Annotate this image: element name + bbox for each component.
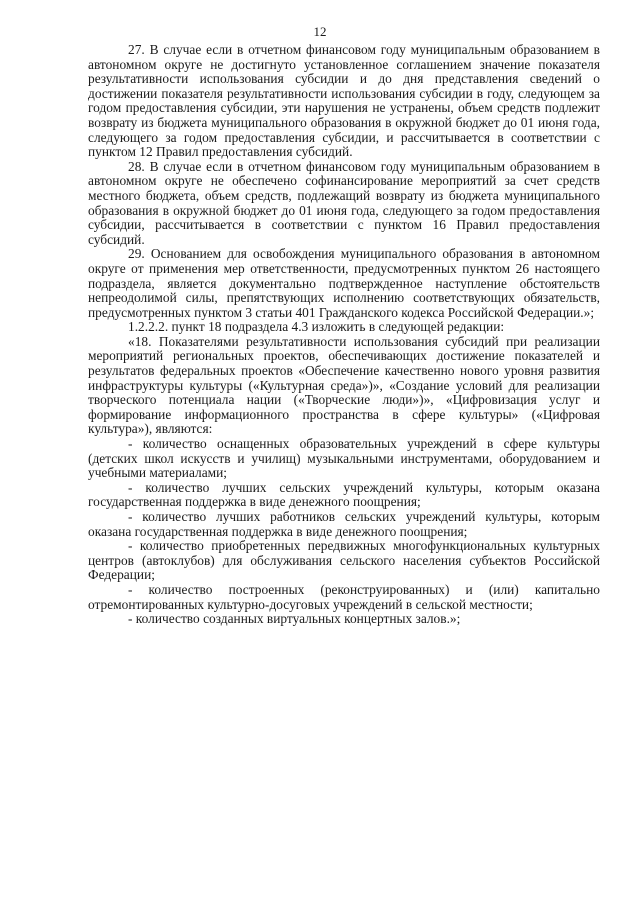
paragraph-27: 27. В случае если в отчетном финансовом году муниципальным образованием в автономном округе не достигнуто установленное соглашением значение показателя результативности использования субсидии и до дня представления сведений о достижении показателя результативности использования субсидии в году, следующем за годом предоставления субсидии, эти нарушения не устранены, объем средств подлежит возврату из бюджета муниципального образования в окружной бюджет до 01 июня года, следующего за годом предоставления субсидии, и рассчитывается в соответствии с пунктом 12 Правил предоставления субсидий. (88, 42, 600, 160)
page-number: 12 (313, 24, 327, 39)
list-item: - количество лучших работников сельских учреждений культуры, которым оказана государственная поддержка в виде денежного поощрения; (88, 509, 600, 539)
paragraph-28: 28. В случае если в отчетном финансовом году муниципальным образованием в автономном округе не обеспечено софинансирование мероприятий за счет средств местного бюджета, объем средств, подлежащий возврату из бюджета муниципального образования в окружной бюджет до 01 июня года, следующего за годом предоставления субсидии, рассчитывается в соответствии с пунктом 16 Правил предоставления субсидий. (88, 158, 600, 247)
list-item: - количество приобретенных передвижных многофункциональных культурных центров (автоклубов) для обслуживания сельского населения субъектов Российской Федерации; (88, 538, 600, 583)
list-item: - количество построенных (реконструированных) и (или) капитально отремонтированных культурно-досуговых учреждений в сельской местности; (88, 581, 600, 612)
paragraph-18: «18. Показателями результативности использования субсидий при реализации мероприятий региональных проектов, обеспечивающих достижение показателей и результатов федеральных проектов «Обеспечение качественно нового уровня развития инфраструктуры культуры («Культурная среда»)», «Создание условий для реализации творческого потенциала нации («Творческие люди»)», «Цифровизация услуг и формирование информационного пространства в сфере культуры» («Цифровая культура»), являются: (88, 333, 600, 437)
paragraph-amendment-intro: 1.2.2.2. пункт 18 подраздела 4.3 изложить в следующей редакции: (128, 319, 505, 335)
document-body (88, 43, 600, 627)
list-item: - количество лучших сельских учреждений культуры, которым оказана государственная поддержка в виде денежного поощрения; (88, 479, 600, 510)
paragraph-29: 29. Основанием для освобождения муниципального образования в автономном округе от применения мер ответственности, предусмотренных пунктом 26 настоящего подраздела, является документально подтвержденное наступление обстоятельств непреодолимой силы, препятствующих исполнению соответствующих обязательств, предусмотренных пунктом 3 статьи 401 Гражданского кодекса Российской Федерации.»; (88, 246, 600, 320)
list-item: - количество оснащенных образовательных учреждений в сфере культуры (детских школ искусств и училищ) музыкальными инструментами, оборудованием и учебными материалами; (88, 436, 600, 481)
list-item: - количество созданных виртуальных концертных залов.»; (128, 611, 461, 627)
